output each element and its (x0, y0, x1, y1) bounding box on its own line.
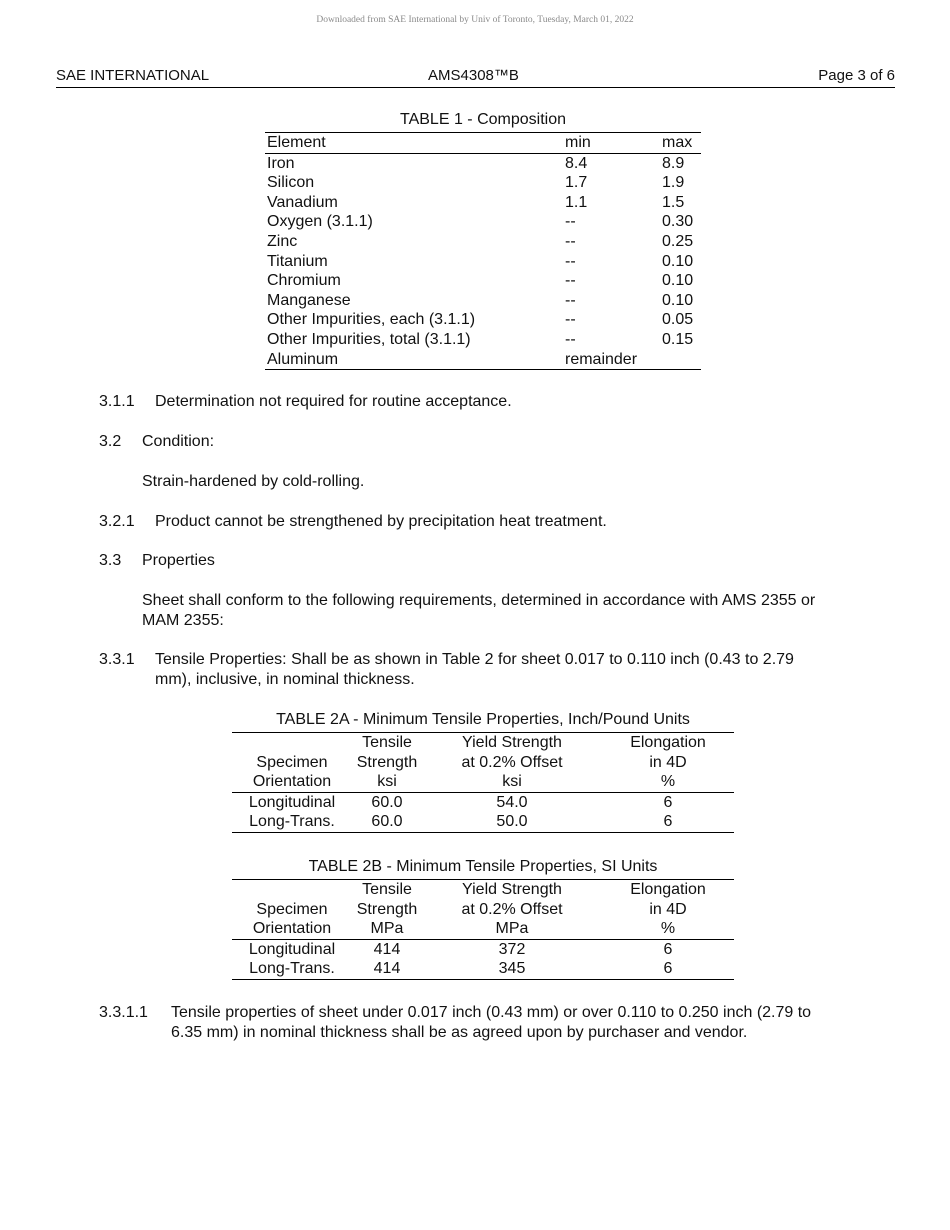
table-header-row (232, 880, 734, 900)
section-heading: Condition: (142, 433, 215, 450)
section-number: 3.2.1 (99, 513, 135, 530)
body-line: Sheet shall conform to the following requirements, determined in accordance with AMS 2355 or (142, 592, 816, 609)
table-cell: Manganese (267, 291, 351, 309)
table-cell: 0.15 (662, 330, 694, 348)
table-cell: 8.9 (662, 154, 685, 172)
table-cell: 6 (663, 960, 673, 978)
column-header: Tensile (362, 734, 412, 751)
table-cell: 372 (498, 940, 526, 958)
composition-table (265, 110, 701, 370)
tensile-table-inch-pound (232, 710, 734, 833)
table-cell: 0.10 (662, 272, 694, 290)
table-cell: 0.30 (662, 213, 694, 231)
table-cell: -- (565, 311, 576, 329)
table-cell: 0.10 (662, 291, 694, 309)
table-cell: 0.10 (662, 252, 694, 270)
header-organization: SAE INTERNATIONAL (56, 67, 210, 84)
table-row (265, 212, 701, 232)
column-header (232, 880, 352, 900)
table-cell: 345 (498, 960, 526, 978)
section-number: 3.2 (99, 433, 122, 450)
table-cell: Other Impurities, each (3.1.1) (267, 311, 476, 329)
section-number: 3.1.1 (99, 393, 135, 410)
section-number: 3.3.1 (99, 651, 135, 668)
section-text: Product cannot be strengthened by precipitation heat treatment. (155, 513, 607, 530)
column-header: Orientation (232, 919, 352, 939)
column-header: Yield Strength (462, 734, 562, 751)
column-header: Elongation (630, 881, 706, 898)
column-header: in 4D (649, 900, 687, 918)
table-header-row (232, 919, 734, 939)
column-header: Element (265, 133, 563, 154)
section-3-2-body: Strain-hardened by cold-rolling. (142, 473, 365, 490)
table-cell: Long-Trans. (249, 813, 335, 831)
column-header: max (660, 133, 701, 154)
table-row (265, 271, 701, 291)
table-cell: 0.25 (662, 232, 694, 250)
table-row (265, 330, 701, 350)
header-page-number: Page 3 of 6 (818, 67, 895, 84)
table-header-row (232, 733, 734, 753)
section-heading: Properties (142, 552, 215, 569)
table-cell: Zinc (267, 232, 298, 250)
table-cell: 414 (373, 960, 401, 978)
column-header: MPa (352, 919, 422, 939)
table-row (265, 252, 701, 272)
column-header: Strength (356, 753, 418, 771)
table-header-row (265, 133, 701, 154)
table-row (232, 792, 734, 812)
table-cell: Oxygen (3.1.1) (267, 213, 373, 231)
section-number: 3.3 (99, 552, 122, 569)
header-document-number: AMS4308™B (428, 67, 519, 84)
body-line: MAM 2355: (142, 612, 224, 629)
section-3-3-1-1 (99, 1003, 889, 1043)
table-row (265, 291, 701, 311)
table-caption: TABLE 2A - Minimum Tensile Properties, Inch/Pound Units (276, 711, 690, 728)
table-cell: Aluminum (267, 350, 339, 368)
column-header: % (602, 772, 734, 792)
table-row (265, 310, 701, 330)
table-row (265, 193, 701, 213)
table-cell: remainder (565, 350, 638, 368)
table-cell: Longitudinal (248, 940, 336, 958)
column-header: ksi (352, 772, 422, 792)
column-header: min (563, 133, 660, 154)
table-cell: 0.05 (662, 311, 694, 329)
table-caption: TABLE 2B - Minimum Tensile Properties, SI Units (308, 858, 658, 875)
table-cell (660, 350, 701, 370)
table-cell: -- (565, 232, 576, 250)
column-header: at 0.2% Offset (461, 900, 563, 918)
section-text-line: mm), inclusive, in nominal thickness. (155, 671, 415, 688)
table-cell: 6 (663, 813, 673, 831)
table-row (232, 959, 734, 979)
table-cell: 414 (373, 940, 401, 958)
table-cell: Long-Trans. (249, 960, 335, 978)
column-header: Specimen (256, 753, 328, 771)
table-cell: 1.9 (662, 174, 685, 192)
table-header-row (232, 753, 734, 773)
column-header: at 0.2% Offset (461, 753, 563, 771)
table-cell: Longitudinal (248, 793, 336, 811)
table-row (265, 350, 701, 370)
column-header: % (602, 919, 734, 939)
table-cell: -- (565, 291, 576, 309)
column-header: Elongation (630, 734, 706, 751)
table-cell: 50.0 (496, 813, 528, 831)
table-cell: -- (565, 213, 576, 231)
table-cell: 60.0 (371, 793, 403, 811)
section-text-line: Tensile Properties: Shall be as shown in Table 2 for sheet 0.017 to 0.110 inch (0.43 to 2.79 (155, 651, 794, 668)
table-cell: 1.1 (565, 193, 588, 211)
table-cell: Titanium (267, 252, 328, 270)
table-cell: Other Impurities, total (3.1.1) (267, 330, 471, 348)
column-header: MPa (422, 919, 602, 939)
table-cell: Silicon (267, 174, 315, 192)
table-cell: -- (565, 252, 576, 270)
column-header: Yield Strength (462, 881, 562, 898)
column-header: ksi (422, 772, 602, 792)
table-cell: 1.7 (565, 174, 588, 192)
table-caption: TABLE 1 - Composition (400, 111, 566, 128)
column-header (232, 733, 352, 753)
table-cell: Vanadium (267, 193, 338, 211)
table-row (265, 232, 701, 252)
page-header (56, 67, 895, 88)
section-3-3-body (142, 591, 902, 631)
table-cell: 6 (663, 940, 673, 958)
table-cell: Iron (267, 154, 295, 172)
table-row (265, 173, 701, 193)
column-header: in 4D (649, 753, 687, 771)
section-3-3-1 (99, 650, 879, 690)
section-number: 3.3.1.1 (99, 1004, 148, 1021)
table-row (232, 939, 734, 959)
table-cell: 1.5 (662, 193, 685, 211)
table-cell: 60.0 (371, 813, 403, 831)
table-cell: -- (565, 330, 576, 348)
column-header: Tensile (362, 881, 412, 898)
column-header: Orientation (232, 772, 352, 792)
table-header-row (232, 900, 734, 920)
column-header: Specimen (256, 900, 328, 918)
table-cell: 54.0 (496, 793, 528, 811)
section-text: Determination not required for routine acceptance. (155, 393, 512, 410)
table-cell: 8.4 (565, 154, 588, 172)
section-text-line: Tensile properties of sheet under 0.017 inch (0.43 mm) or over 0.110 to 0.250 inch (2.79 to (171, 1004, 812, 1021)
table-cell: Chromium (267, 272, 341, 290)
table-header-row (232, 772, 734, 792)
table-cell: -- (565, 272, 576, 290)
tensile-table-si (232, 857, 734, 980)
table-cell: 6 (663, 793, 673, 811)
download-watermark: Downloaded from SAE International by Univ of Toronto, Tuesday, March 01, 2022 (316, 15, 634, 25)
column-header: Strength (356, 900, 418, 918)
table-row (265, 153, 701, 173)
section-text-line: 6.35 mm) in nominal thickness shall be as agreed upon by purchaser and vendor. (171, 1024, 748, 1041)
table-row (232, 812, 734, 832)
